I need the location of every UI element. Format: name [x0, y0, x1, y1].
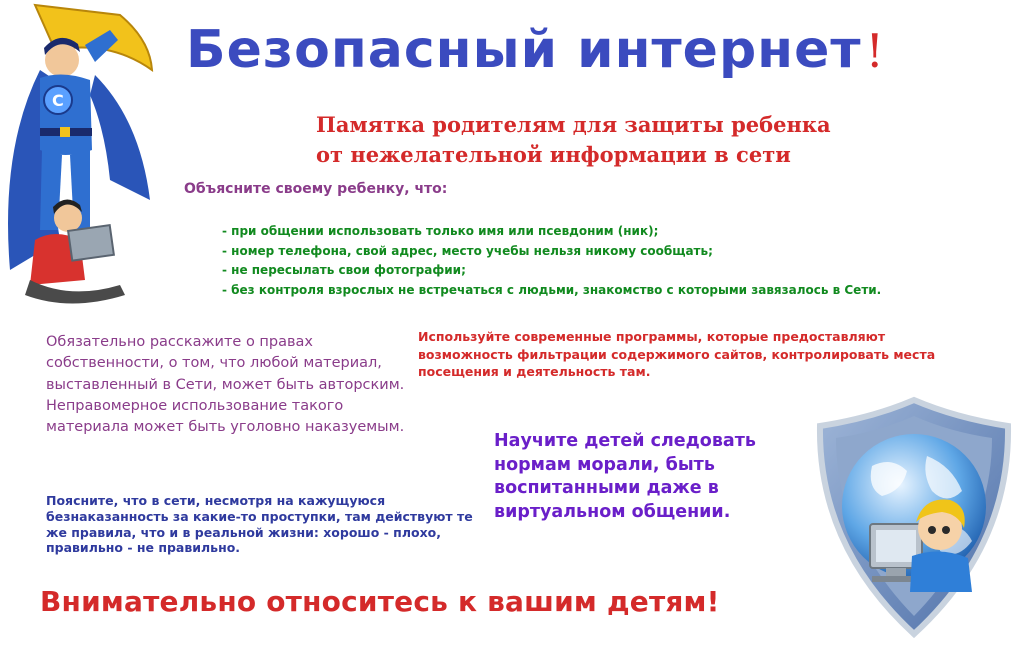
- superhero-emblem: C: [52, 91, 64, 110]
- list-item: - без контроля взрослых не встречаться с людьми, знакомство с которыми завязалось в Сети.: [222, 282, 882, 297]
- explain-heading: Объясните своему ребенку, что:: [184, 181, 448, 197]
- shield-globe-illustration: [812, 396, 1016, 640]
- page-title-exclamation: !: [865, 24, 885, 78]
- subtitle-line-2: от нежелательной информации в сети: [316, 142, 791, 167]
- page-title-text: Безопасный интернет: [186, 20, 862, 80]
- list-item: - номер телефона, свой адрес, место учебы нельзя никому сообщать;: [222, 243, 713, 258]
- morals-paragraph: Научите детей следовать нормам морали, быть воспитанными даже в виртуальном общении.: [494, 431, 756, 522]
- page-subtitle: [316, 110, 831, 170]
- footer-slogan: Внимательно относитесь к вашим детям!: [40, 585, 720, 618]
- subtitle-line-1: Памятка родителям для защиты ребенка: [316, 112, 831, 137]
- superhero-illustration: [0, 0, 160, 310]
- page-title: [186, 22, 885, 79]
- programs-paragraph: Используйте современные программы, которые предоставляют возможность фильтрации содержимого сайтов, контролировать места посещения и деятельность там.: [418, 329, 936, 379]
- list-item: - при общении использовать только имя или псевдоним (ник);: [222, 224, 659, 238]
- rules-paragraph: Поясните, что в сети, несмотря на кажущуюся безнаказанность за какие-то проступки, там действуют те же правила, что и в реальной жизни: хорошо - плохо, правильно - не правильно.: [46, 493, 473, 556]
- list-item: - не пересылать свои фотографии;: [222, 263, 466, 277]
- rights-paragraph: Обязательно расскажите о правах собственности, о том, что любой материал, выставленный в Сети, может быть авторским. Неправомерное использование такого материала может быть уголовно наказуемым.: [46, 334, 405, 436]
- explain-list: [222, 222, 881, 300]
